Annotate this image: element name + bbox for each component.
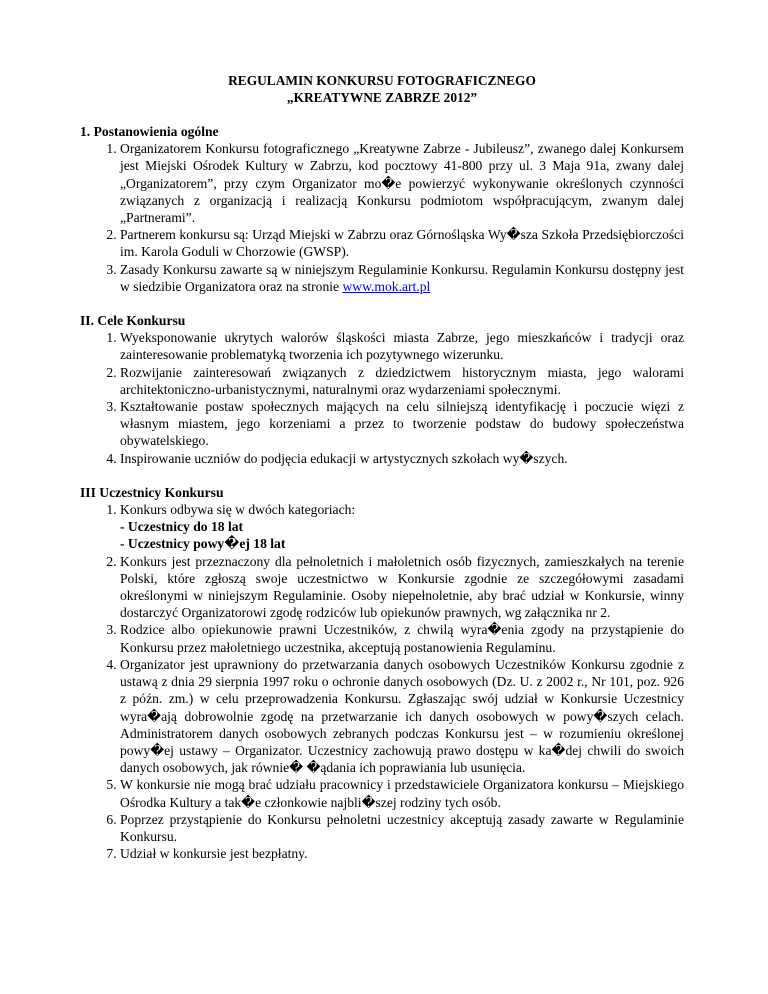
list-item: 2. Rozwijanie zainteresowań związanych z dziedzictwem historycznym miasta, jego walorami architektoniczno-urbanistycznymi, naturalnymi oraz wydarzeniami społecznymi. bbox=[120, 364, 684, 398]
list-item bbox=[120, 501, 684, 553]
section-heading: 1. Postanowienia ogólne bbox=[80, 124, 219, 139]
category-over-18: - Uczestnicy powy�ej 18 lat bbox=[120, 536, 286, 552]
section-list bbox=[80, 140, 684, 295]
section-cele bbox=[80, 312, 684, 467]
list-item: 4. Organizator jest uprawniony do przetwarzania danych osobowych Uczestników Konkursu zgodnie z ustawą z dnia 29 sierpnia 1997 roku o ochronie danych osobowych (Dz. U. z 2002 r., Nr 101, poz. 926 z późn. zm.) w celu przeprowadzenia Konkursu. Zgłaszając swój udział w Konkursie Uczestnicy wyra�ają dobrowolnie zgodę na przetwarzanie ich danych osobowych w powy�szych celach. Administratorem danych osobowych zebranych podczas Konkursu jest – w rozumieniu określonej powy�ej ustawy – Organizator. Uczestnicy zachowują prawo dostępu w ka�dej chwili do swoich danych osobowych, jak równie� �ądania ich poprawiania lub usunięcia. bbox=[120, 656, 684, 776]
section-list bbox=[80, 501, 684, 862]
list-item: 5. W konkursie nie mogą brać udziału pracownicy i przedstawiciele Organizatora konkursu – Miejskiego Ośrodka Kultury a tak�e członkowie najbli�szej rodziny tych osób. bbox=[120, 776, 684, 810]
category-under-18: - Uczestnicy do 18 lat bbox=[120, 519, 244, 535]
list-item: 3. Kształtowanie postaw społecznych mających na celu silniejszą identyfikację i poczucie więzi z własnym miastem, jego korzeniami a przez to tworzenie podstaw do budowy społeczeństwa obywatelskiego. bbox=[120, 398, 684, 450]
list-item: 1. Organizatorem Konkursu fotograficznego „Kreatywne Zabrze - Jubileusz”, zwanego dalej Konkursem jest Miejski Ośrodek Kultury w Zabrzu, kod pocztowy 41-800 przy ul. 3 Maja 91a, zwany dalej „Organizatorem”, przy czym Organizator mo�e powierzyć wykonywanie określonych czynności związanych z organizacją i realizacją Konkursu podmiotom współpracującym, zwanym dalej „Partnerami”. bbox=[120, 140, 684, 226]
list-item: 3. Rodzice albo opiekunowie prawni Uczestników, z chwilą wyra�enia zgody na przystąpienie do Konkursu przez małoletniego uczestnika, akceptują postanowienia Regulaminu. bbox=[120, 621, 684, 655]
list-item bbox=[120, 261, 684, 295]
list-item: 2. Konkurs jest przeznaczony dla pełnoletnich i małoletnich osób fizycznych, zamieszkałych na terenie Polski, które zgłoszą swoje uczestnictwo w Konkursie zgodnie ze szczegółowymi zasadami określonymi w niniejszym Regulaminie. Osoby niepełnoletnie, aby brać udział w Konkursie, winny dostarczyć Organizatorowi zgodę rodziców lub opiekunów prawnych, wg załącznika nr 2. bbox=[120, 553, 684, 622]
list-item: 7. Udział w konkursie jest bezpłatny. bbox=[120, 845, 684, 862]
document-title-line2: „KREATYWNE ZABRZE 2012” bbox=[286, 90, 478, 105]
section-uczestnicy bbox=[80, 484, 684, 862]
list-item: 2. Partnerem konkursu są: Urząd Miejski w Zabrzu oraz Górnośląska Wy�sza Szkoła Przedsiębiorczości im. Karola Goduli w Chorzowie (GWSP). bbox=[120, 226, 684, 260]
list-item-text: Zasady Konkursu zawarte są w niniejszym Regulaminie Konkursu. Regulamin Konkursu dostępny jest w siedzibie Organizatora oraz na stronie bbox=[120, 261, 684, 294]
section-list bbox=[80, 329, 684, 467]
list-item: 6. Poprzez przystąpienie do Konkursu pełnoletni uczestnicy akceptują zasady zawarte w Regulaminie Konkursu. bbox=[120, 811, 684, 845]
list-item: 4. Inspirowanie uczniów do podjęcia edukacji w artystycznych szkołach wy�szych. bbox=[120, 450, 684, 467]
section-postanowienia bbox=[80, 123, 684, 295]
section-heading: II. Cele Konkursu bbox=[80, 313, 186, 329]
list-item: 1. Wyeksponowanie ukrytych walorów śląskości miasta Zabrze, jego mieszkańców i tradycji oraz zainteresowanie problematyką tworzenia ich pozytywnego wizerunku. bbox=[120, 329, 684, 363]
document-title-line1: REGULAMIN KONKURSU FOTOGRAFICZNEGO bbox=[228, 73, 536, 88]
list-item-text: Konkurs odbywa się w dwóch kategoriach: bbox=[120, 502, 356, 518]
website-link[interactable]: www.mok.art.pl bbox=[342, 278, 431, 294]
section-heading: III Uczestnicy Konkursu bbox=[80, 484, 224, 500]
document-page bbox=[80, 72, 684, 879]
